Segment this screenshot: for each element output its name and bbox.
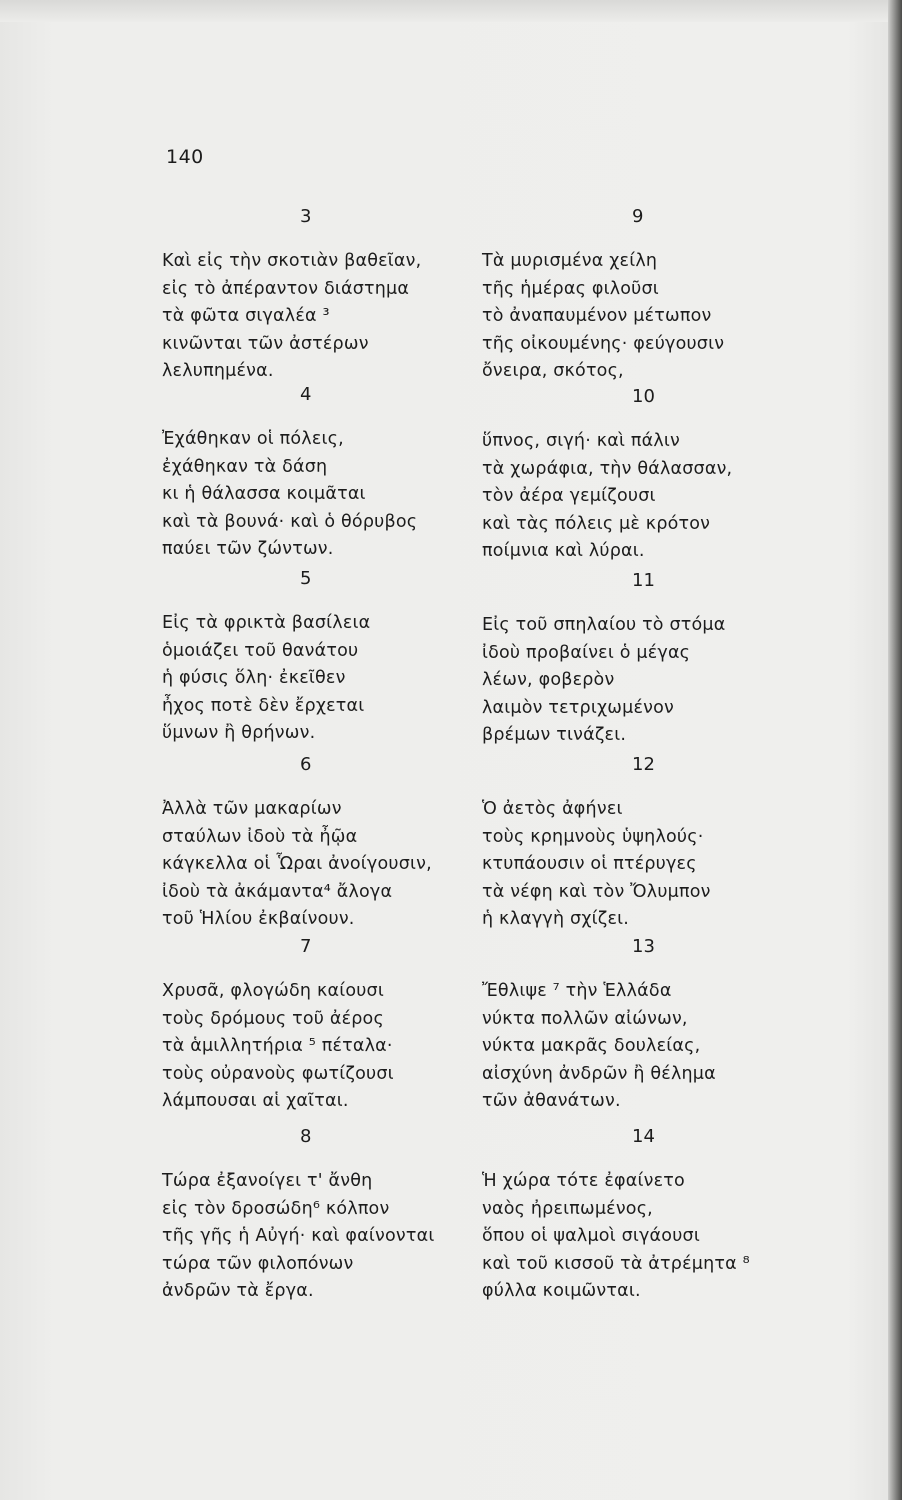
stanza-number: 13 — [632, 936, 655, 957]
verse-line: ἰδοὺ προβαίνει ὁ μέγας — [482, 642, 691, 663]
page-top-shadow — [0, 0, 902, 22]
page-number: 140 — [166, 146, 204, 168]
verse-line: ναὸς ἠρειπωμένος, — [482, 1198, 653, 1219]
verse-line: εἰς τὸν δροσώδη⁶ κόλπον — [162, 1198, 390, 1219]
stanza-number: 8 — [300, 1126, 312, 1147]
verse-line: τῶν ἀθανάτων. — [482, 1091, 621, 1112]
verse-line: φύλλα κοιμῶνται. — [482, 1281, 641, 1302]
verse-line: αἰσχύνη ἀνδρῶν ἢ θέλημα — [482, 1063, 716, 1084]
verse-line: τῆς γῆς ἡ Αὐγή· καὶ φαίνονται — [162, 1226, 435, 1247]
verse-line: τοὺς δρόμους τοῦ ἀέρος — [162, 1008, 384, 1029]
verse-line: ὄνειρα, σκότος, — [482, 361, 624, 382]
verse-line: παύει τῶν ζώντων. — [162, 539, 334, 560]
verse-line: Εἰς τὰ φρικτὰ βασίλεια — [162, 613, 371, 633]
verse-line: τὸν ἀέρα γεμίζουσι — [482, 486, 656, 507]
verse-line: ὁμοιάζει τοῦ θανάτου — [162, 640, 359, 661]
verse-line: Καὶ εἰς τὴν σκοτιὰν βαθεῖαν, — [162, 251, 422, 271]
verse-line: τῆς ἡμέρας φιλοῦσι — [482, 278, 659, 299]
verse-line: Χρυσᾶ, φλογώδη καίουσι — [162, 981, 384, 1001]
verse-line: κινῶνται τῶν ἀστέρων — [162, 333, 369, 354]
verse-line: τὸ ἀναπαυμένον μέτωπον — [482, 306, 712, 327]
verse-line: Εἰς τοῦ σπηλαίου τὸ στόμα — [482, 615, 726, 635]
verse-line: Τώρα ἐξανοίγει τ' ἄνθη — [162, 1171, 373, 1191]
stanza-number: 4 — [300, 384, 312, 405]
verse-line: ὅπου οἱ ψαλμοὶ σιγάουσι — [482, 1226, 700, 1247]
verse-line: νύκτα πολλῶν αἰώνων, — [482, 1008, 688, 1029]
verse-line: ἡ κλαγγὴ σχίζει. — [482, 909, 630, 930]
verse-line: Τὰ μυρισμένα χείλη — [482, 251, 658, 271]
verse-line: λελυπημένα. — [162, 361, 274, 382]
verse-line: τοῦ Ἡλίου ἐκβαίνουν. — [162, 909, 355, 930]
verse-line: τὰ νέφη καὶ τὸν Ὄλυμπον — [482, 881, 711, 902]
verse-line: Ἐχάθηκαν οἱ πόλεις, — [162, 429, 344, 449]
verse-line: Ἔθλιψε ⁷ τὴν Ἑλλάδα — [482, 981, 672, 1001]
verse-line: Ἡ χώρα τότε ἐφαίνετο — [482, 1171, 685, 1191]
verse-line: ἀνδρῶν τὰ ἔργα. — [162, 1281, 314, 1302]
stanza-number: 7 — [300, 936, 312, 957]
stanza-number: 3 — [300, 206, 312, 227]
verse-line: καὶ τὰ βουνά· καὶ ὁ θόρυβος — [162, 511, 418, 532]
stanza-number: 6 — [300, 754, 312, 775]
stanza-number: 14 — [632, 1126, 655, 1147]
page-right-shadow — [888, 0, 902, 1500]
verse-line: τώρα τῶν φιλοπόνων — [162, 1253, 354, 1274]
verse-line: τῆς οἰκουμένης· φεύγουσιν — [482, 333, 725, 354]
verse-line: τοὺς οὐρανοὺς φωτίζουσι — [162, 1063, 394, 1084]
verse-line: ἐχάθηκαν τὰ δάση — [162, 456, 328, 477]
verse-line: Ὁ ἀετὸς ἀφήνει — [482, 799, 623, 819]
verse-line: λαιμὸν τετριχωμένον — [482, 697, 674, 718]
stanza-number: 12 — [632, 754, 655, 775]
stanza-number: 5 — [300, 568, 312, 589]
verse-line: λάμπουσαι αἱ χαῖται. — [162, 1091, 349, 1112]
verse-line: ποίμνια καὶ λύραι. — [482, 541, 645, 562]
verse-line: τοὺς κρημνοὺς ὑψηλούς· — [482, 826, 704, 847]
verse-line: καὶ τοῦ κισσοῦ τὰ ἀτρέμητα ⁸ — [482, 1253, 750, 1274]
verse-line: ἦχος ποτὲ δὲν ἔρχεται — [162, 695, 365, 716]
verse-line: Ἀλλὰ τῶν μακαρίων — [162, 799, 342, 819]
verse-line: κι ἡ θάλασσα κοιμᾶται — [162, 484, 366, 505]
verse-line: ὕπνος, σιγή· καὶ πάλιν — [482, 431, 680, 451]
verse-line: τὰ ἁμιλλητήρια ⁵ πέταλα· — [162, 1036, 393, 1057]
verse-line: ἰδοὺ τὰ ἀκάμαντα⁴ ἄλογα — [162, 881, 393, 902]
stanza-number: 10 — [632, 386, 655, 407]
stanza-number: 11 — [632, 570, 655, 591]
verse-line: νύκτα μακρᾶς δουλείας, — [482, 1036, 701, 1057]
verse-line: καὶ τὰς πόλεις μὲ κρότον — [482, 513, 711, 534]
verse-line: σταύλων ἰδοὺ τὰ ἦῷα — [162, 826, 358, 847]
stanza-number: 9 — [632, 206, 644, 227]
verse-line: ἡ φύσις ὅλη· ἐκεῖθεν — [162, 668, 346, 689]
verse-line: εἰς τὸ ἀπέραντον διάστημα — [162, 278, 410, 299]
verse-line: λέων, φοβερὸν — [482, 670, 615, 691]
verse-line: κτυπάουσιν οἱ πτέρυγες — [482, 854, 697, 875]
verse-line: κάγκελλα οἱ Ὧραι ἀνοίγουσιν, — [162, 854, 432, 875]
verse-line: βρέμων τινάζει. — [482, 725, 627, 746]
verse-line: τὰ φῶτα σιγαλέα ³ — [162, 306, 330, 327]
verse-line: τὰ χωράφια, τὴν θάλασσαν, — [482, 458, 733, 479]
verse-line: ὕμνων ἢ θρήνων. — [162, 723, 316, 744]
